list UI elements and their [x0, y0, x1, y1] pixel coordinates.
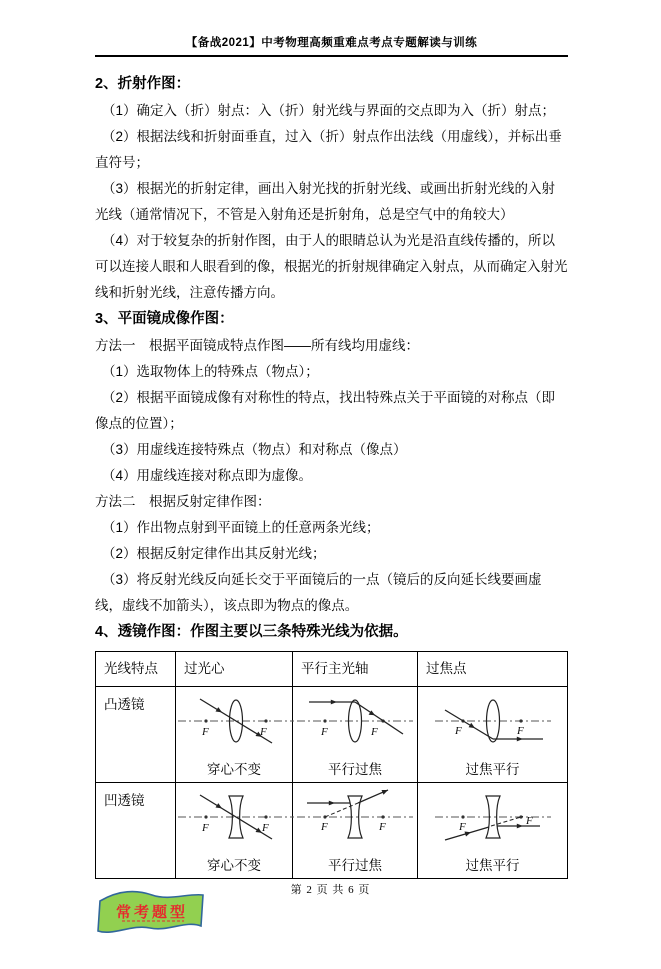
convex-parallel-cell — [293, 687, 418, 783]
method1-item-2: （2）根据平面镜成像有对称性的特点，找出特殊点关于平面镜的对称点（即像点的位置）； — [95, 390, 556, 431]
header-title: 【备战2021】中考物理高频重难点考点专题解读与训练 — [185, 37, 478, 49]
section-refraction-heading: 2、折射作图： — [95, 76, 191, 92]
document-page — [0, 34, 661, 947]
left-focus-dot — [461, 815, 464, 818]
focus-label: F — [371, 726, 378, 738]
concave-toward-focus-diagram — [433, 786, 553, 848]
convex-center-cell — [176, 687, 293, 783]
focus-label: F — [321, 726, 328, 738]
page-content — [95, 71, 568, 947]
lens-heading-number: 4、透镜作图： — [95, 624, 191, 640]
focus-label: F — [321, 821, 328, 833]
focus-label: F — [379, 821, 386, 833]
concave-focus-cell — [418, 783, 568, 879]
col-header-through-focus: 过焦点 — [418, 652, 568, 687]
diagram-caption: 穿心不变 — [207, 858, 261, 873]
right-focus-dot — [519, 815, 522, 818]
concave-parallel-cell — [293, 783, 418, 879]
ray-arrowhead — [516, 824, 522, 829]
diagram-caption: 过焦平行 — [465, 858, 520, 873]
right-focus-dot — [381, 815, 384, 818]
focus-label: F — [202, 822, 209, 834]
table-row-convex — [96, 687, 568, 783]
concave-through-center-diagram — [176, 786, 296, 848]
page-footer — [0, 881, 661, 897]
method2-item-1: （1）作出物点射到平面镜上的任意两条光线； — [102, 520, 380, 535]
concave-row-label: 凹透镜 — [96, 783, 176, 879]
ray-arrowhead — [516, 737, 522, 742]
concave-center-cell — [176, 783, 293, 879]
refraction-item-4: （4）对于较复杂的折射作图，由于人的眼睛总认为光是沿直线传播的，所以可以连接人眼和人眼看到的像，根据光的折射规律确定入射点，从而确定入射光线和折射光线，注意传播方向。 — [95, 233, 568, 300]
focus-label: F — [458, 821, 466, 833]
method2-item-2: （2）根据反射定律作出其反射光线； — [102, 546, 326, 561]
diagram-caption: 过焦平行 — [465, 762, 520, 777]
method1-item-4: （4）用虚线连接对称点即为虚像。 — [102, 468, 313, 483]
focus-label: F — [454, 725, 462, 737]
left-focus-dot — [323, 719, 326, 722]
col-header-ray-type: 光线特点 — [96, 652, 176, 687]
page-header — [95, 34, 568, 57]
right-focus-dot — [264, 719, 267, 722]
left-focus-dot — [204, 815, 207, 818]
method1-title: 方法一 根据平面镜成特点作图——所有线均用虚线： — [95, 338, 419, 353]
incident-ray — [445, 710, 493, 739]
page-number: 第 2 页 共 6 页 — [290, 884, 371, 896]
ray-arrowhead — [331, 700, 337, 705]
diagram-caption: 平行过焦 — [328, 762, 382, 777]
table-header-row — [96, 652, 568, 687]
lens-rays-table — [95, 651, 568, 879]
refracted-ray — [355, 702, 403, 734]
focus-label: F — [202, 726, 209, 738]
focus-label: F — [516, 725, 524, 737]
focus-label: F — [262, 822, 269, 834]
convex-parallel-to-focus-diagram — [295, 690, 415, 752]
method1-item-3: （3）用虚线连接特殊点（物点）和对称点（像点） — [102, 442, 407, 457]
right-focus-dot — [264, 815, 267, 818]
left-focus-dot — [204, 719, 207, 722]
section-plane-mirror-heading: 3、平面镜成像作图： — [95, 311, 234, 327]
convex-through-center-diagram — [176, 690, 296, 752]
convex-through-focus-diagram — [433, 690, 553, 752]
refraction-item-2: （2）根据法线和折射面垂直，过入（折）射点作出法线（用虚线），并标出垂直符号； — [95, 129, 562, 170]
focus-label: F — [525, 815, 533, 827]
convex-row-label: 凸透镜 — [96, 687, 176, 783]
section-lens-heading — [95, 619, 568, 646]
ribbon-label: 常考题型 — [115, 904, 189, 921]
concave-parallel-diverge-diagram — [295, 786, 415, 848]
convex-focus-cell — [418, 687, 568, 783]
right-focus-dot — [519, 719, 522, 722]
refraction-item-3: （3）根据光的折射定律，画出入射光找的折射光线、或画出折射光线的入射光线（通常情况下，不管是入射角还是折射角，总是空气中的角较大） — [95, 181, 556, 222]
backward-extension-dashed — [325, 803, 358, 817]
diagram-caption: 穿心不变 — [207, 762, 261, 777]
method2-title: 方法二 根据反射定律作图： — [95, 494, 271, 509]
col-header-through-center: 过光心 — [176, 652, 293, 687]
refraction-item-1: （1）确定入（折）射点：入（折）射光线与界面的交点即为入（折）射点； — [102, 103, 556, 118]
table-row-concave — [96, 783, 568, 879]
col-header-parallel-axis: 平行主光轴 — [293, 652, 418, 687]
method2-item-3: （3）将反射光线反向延长交于平面镜后的一点（镜后的反向延长线要画虚线，虚线不加箭头），该点即为物点的像点。 — [95, 572, 542, 613]
method1-item-1: （1）选取物体上的特殊点（物点）； — [102, 364, 319, 379]
ray-arrowhead — [329, 801, 335, 806]
lens-heading-note: 作图主要以三条特殊光线为依据。 — [190, 624, 408, 640]
focus-label: F — [260, 726, 267, 738]
diagram-caption: 平行过焦 — [328, 858, 382, 873]
